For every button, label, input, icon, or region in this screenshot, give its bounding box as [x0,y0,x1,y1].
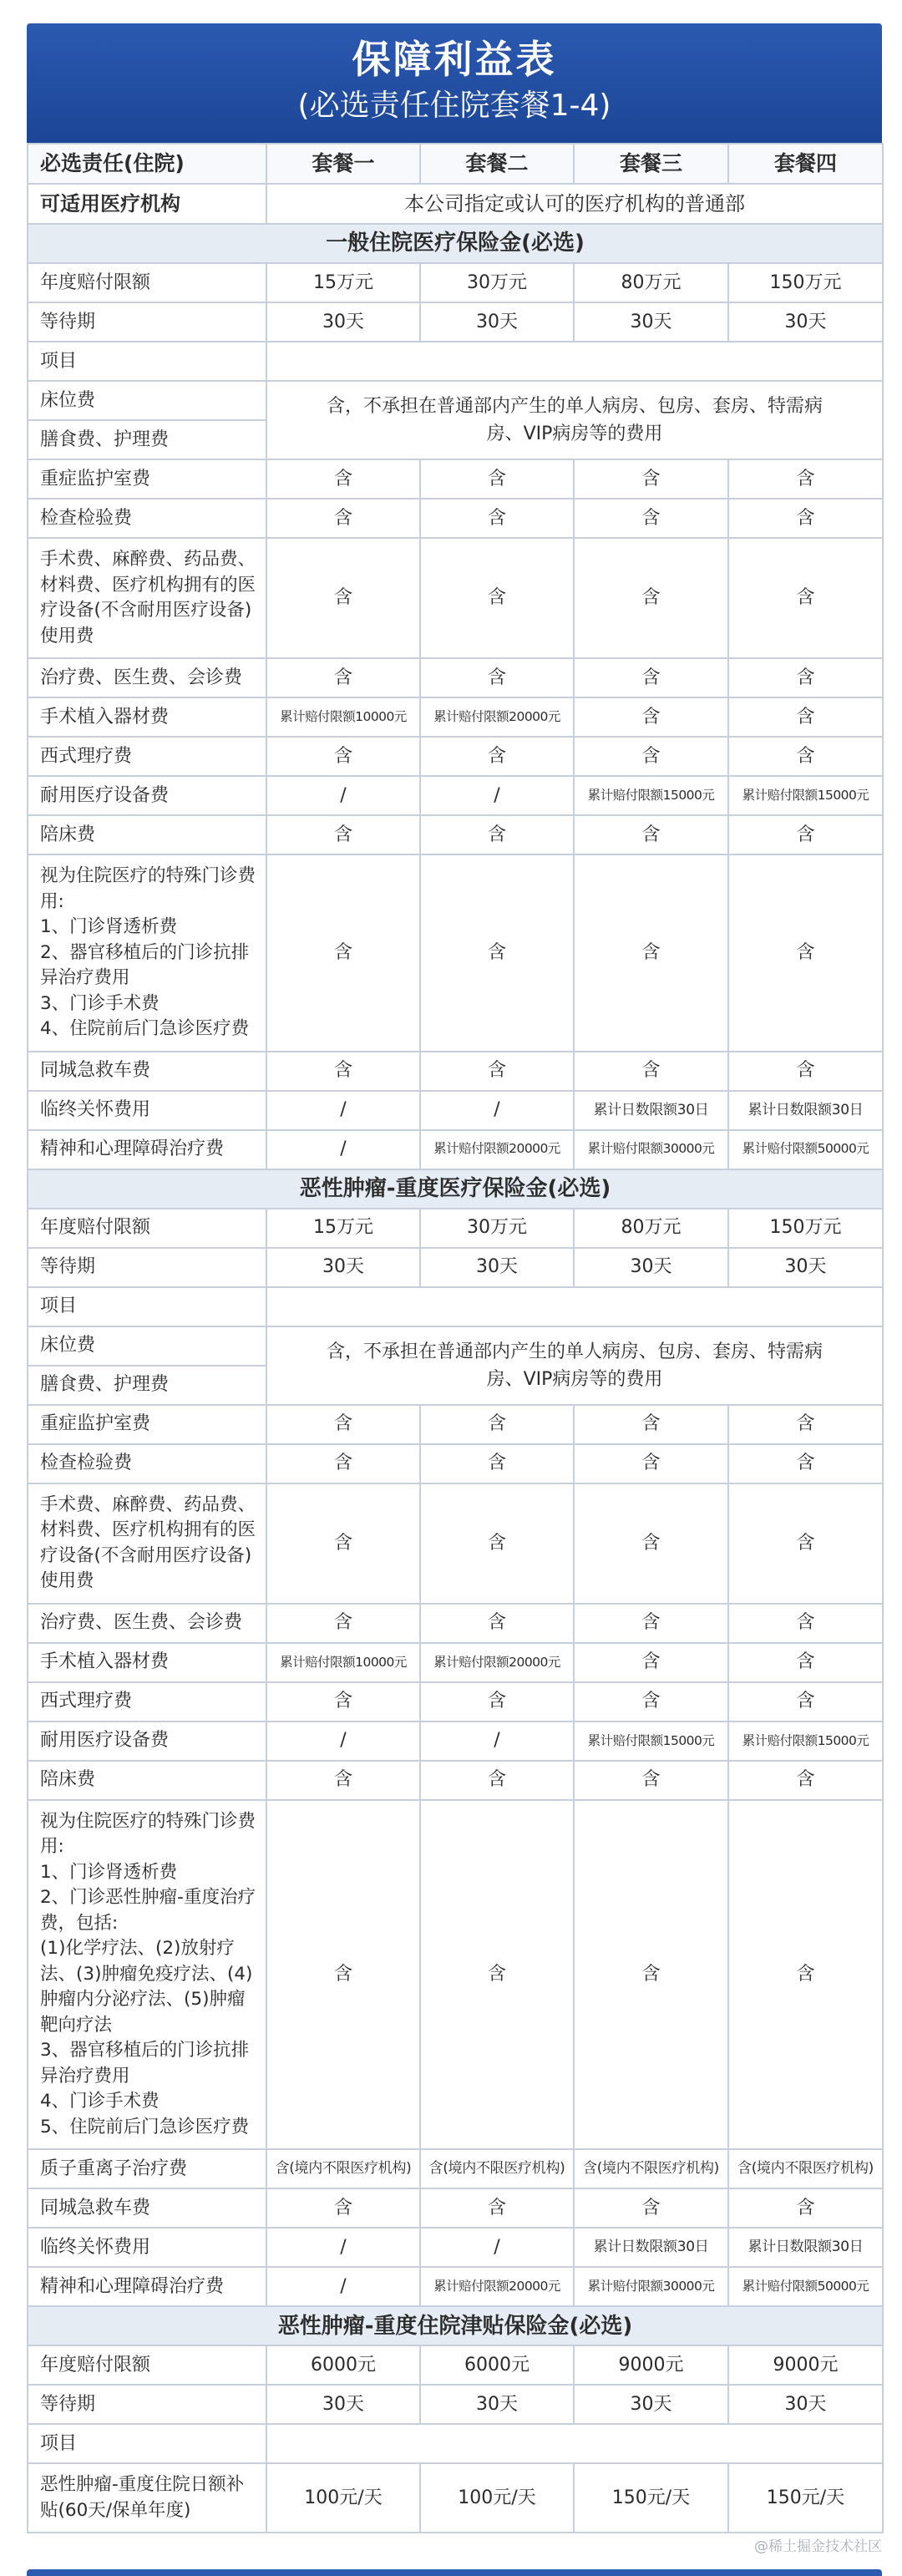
plan4-value: 累计日数限额30日 [728,2228,883,2267]
benefit-row [28,2188,883,2228]
plan2-value: 含 [420,737,574,776]
row-label: 耐用医疗设备费 [28,1722,266,1761]
benefit-row [28,2463,883,2533]
bed-row [28,381,883,420]
plan1-value: 含 [266,815,420,854]
plan4-value: 30天 [728,1248,883,1287]
benefit-row [28,1091,883,1130]
plan1-value: 含 [266,658,420,697]
benefit-row [28,2267,883,2306]
plan3-value: 含 [574,2188,728,2228]
benefit-row [28,1682,883,1722]
plan3-value: 含 [574,1405,728,1444]
plan3-value: 含 [574,815,728,854]
plan3-value: 累计赔付限额15000元 [574,1722,728,1761]
plan2-value: 30万元 [420,263,574,302]
plan1-value: / [266,1722,420,1761]
plan4-value: 30天 [728,302,883,342]
plan4-value: 含 [728,538,883,658]
plan3-value: 80万元 [574,1209,728,1248]
benefit-row [28,2149,883,2188]
plan4-value: 含 [728,854,883,1052]
plan3-value: 含 [574,538,728,658]
row-label: 西式理疗费 [28,1682,266,1722]
row-label: 检查检验费 [28,1444,266,1483]
row-label: 手术植入器材费 [28,1643,266,1682]
row-label: 质子重离子治疗费 [28,2149,266,2188]
plan4-value: 含 [728,459,883,499]
plan3-value: 累计赔付限额30000元 [574,1130,728,1169]
watermark: @稀土掘金技术社区 [754,2538,882,2555]
plan2-value: 含 [420,1444,574,1483]
column-header-plan1: 套餐一 [266,144,420,184]
plan3-value: 累计赔付限额15000元 [574,776,728,815]
benefit-row [28,1052,883,1091]
plan3-value: 含(境内不限医疗机构) [574,2149,728,2188]
plan2-value: 30天 [420,2385,574,2424]
item-header-row [28,2424,883,2463]
row-label: 临终关怀费用 [28,2228,266,2267]
row-label: 年度赔付限额 [28,263,266,302]
section-title: 恶性肿瘤-重度住院津贴保险金(必选) [28,2306,883,2345]
row-label: 恶性肿瘤-重度住院日额补贴(60天/保单年度) [28,2463,266,2533]
column-header-responsibility: 必选责任(住院) [28,144,266,184]
plan4-value: 含 [728,815,883,854]
section-title: 一般住院医疗保险金(必选) [28,224,883,263]
benefit-row [28,1209,883,1248]
plan1-value: 累计赔付限额10000元 [266,1643,420,1682]
item-label: 项目 [28,342,266,381]
row-label: 检查检验费 [28,499,266,538]
plan4-value: 含 [728,658,883,697]
row-label: 手术植入器材费 [28,697,266,737]
plan2-value: 含 [420,459,574,499]
institution-label: 可适用医疗机构 [28,184,266,224]
plan4-value: 累计日数限额30日 [728,1091,883,1130]
row-label: 同城急救车费 [28,1052,266,1091]
plan1-value: 含 [266,1052,420,1091]
plan3-value: 累计日数限额30日 [574,2228,728,2267]
plan1-value: 含 [266,1761,420,1800]
plan3-value: 含 [574,499,728,538]
item-label: 项目 [28,1287,266,1326]
plan3-value: 9000元 [574,2345,728,2385]
plan2-value: 30天 [420,1248,574,1287]
plan3-value: 含 [574,1800,728,2150]
plan3-value: 含 [574,1643,728,1682]
plan1-value: 含 [266,459,420,499]
plan4-value: 含 [728,1682,883,1722]
plan1-value: 累计赔付限额10000元 [266,697,420,737]
benefit-row [28,854,883,1052]
plan1-value: 15万元 [266,263,420,302]
benefit-row [28,737,883,776]
plan1-value: 30天 [266,302,420,342]
plan3-value: 累计赔付限额30000元 [574,2267,728,2306]
plan1-value: 含 [266,1800,420,2150]
bed-note: 含，不承担在普通部内产生的单人病房、包房、套房、特需病房、VIP病房等的费用 [266,1326,883,1405]
benefit-row [28,1130,883,1169]
benefit-row [28,776,883,815]
benefit-row [28,2228,883,2267]
plan1-value: 含 [266,538,420,658]
plan3-value: 含 [574,1483,728,1604]
row-label: 耐用医疗设备费 [28,776,266,815]
plan3-value: 含 [574,1761,728,1800]
benefit-row [28,2345,883,2385]
plan2-value: 含 [420,538,574,658]
meal-label: 膳食费、护理费 [28,420,266,459]
row-label: 视为住院医疗的特殊门诊费用: 1、门诊肾透析费 2、器官移植后的门诊抗排异治疗费用 3、门诊手术费 4、住院前后门急诊医疗费 [28,854,266,1052]
plan3-value: 含 [574,697,728,737]
plan1-value: / [266,1091,420,1130]
section-header-row [28,224,883,263]
benefit-table-page [27,23,882,2533]
plan1-value: / [266,776,420,815]
plan2-value: 含(境内不限医疗机构) [420,2149,574,2188]
column-header-row [28,144,883,184]
benefit-row [28,1643,883,1682]
plan1-value: 含 [266,1682,420,1722]
benefit-row [28,263,883,302]
plan2-value: 含 [420,1761,574,1800]
plan1-value: 30天 [266,1248,420,1287]
plan2-value: / [420,1091,574,1130]
plan1-value: 含 [266,1483,420,1604]
plan2-value: 含 [420,854,574,1052]
plan4-value: 9000元 [728,2345,883,2385]
plan2-value: / [420,2228,574,2267]
row-label: 年度赔付限额 [28,1209,266,1248]
row-label: 陪床费 [28,815,266,854]
plan2-value: 累计赔付限额20000元 [420,1643,574,1682]
plan2-value: 含 [420,1682,574,1722]
benefit-row [28,815,883,854]
row-label: 年度赔付限额 [28,2345,266,2385]
row-label: 陪床费 [28,1761,266,1800]
plan4-value: 含 [728,1444,883,1483]
bed-label: 床位费 [28,381,266,420]
plan4-value: 含 [728,499,883,538]
row-label: 临终关怀费用 [28,1091,266,1130]
plan2-value: 含 [420,1800,574,2150]
plan2-value: 含 [420,1052,574,1091]
plan2-value: 含 [420,1604,574,1643]
plan3-value: 含 [574,1604,728,1643]
plan1-value: / [266,2228,420,2267]
benefit-row [28,538,883,658]
bottom-bar [27,2569,882,2576]
bed-label: 床位费 [28,1326,266,1366]
table-header [27,23,882,143]
plan4-value: 含 [728,697,883,737]
benefit-table [27,143,884,2533]
plan1-value: 含 [266,499,420,538]
benefit-row [28,1444,883,1483]
plan3-value: 80万元 [574,263,728,302]
benefit-row [28,2385,883,2424]
row-label: 等待期 [28,2385,266,2424]
plan2-value: 含 [420,1483,574,1604]
plan1-value: 6000元 [266,2345,420,2385]
plan1-value: 15万元 [266,1209,420,1248]
plan1-value: 含 [266,737,420,776]
benefit-row [28,1722,883,1761]
row-label: 同城急救车费 [28,2188,266,2228]
benefit-row [28,1800,883,2150]
plan2-value: 含 [420,815,574,854]
section-title: 恶性肿瘤-重度医疗保险金(必选) [28,1169,883,1209]
row-label: 等待期 [28,1248,266,1287]
plan3-value: 含 [574,737,728,776]
plan3-value: 30天 [574,1248,728,1287]
benefit-row [28,1248,883,1287]
plan1-value: / [266,2267,420,2306]
plan2-value: 含 [420,658,574,697]
row-label: 重症监护室费 [28,459,266,499]
plan4-value: 含 [728,2188,883,2228]
benefit-row [28,1405,883,1444]
plan2-value: / [420,1722,574,1761]
plan2-value: 100元/天 [420,2463,574,2533]
plan4-value: 含 [728,1800,883,2150]
row-label: 手术费、麻醉费、药品费、材料费、医疗机构拥有的医疗设备(不含耐用医疗设备)使用费 [28,538,266,658]
plan2-value: 6000元 [420,2345,574,2385]
plan3-value: 30天 [574,302,728,342]
plan4-value: 累计赔付限额50000元 [728,2267,883,2306]
plan4-value: 含 [728,1643,883,1682]
bed-note: 含，不承担在普通部内产生的单人病房、包房、套房、特需病房、VIP病房等的费用 [266,381,883,459]
plan3-value: 30天 [574,2385,728,2424]
plan4-value: 150万元 [728,1209,883,1248]
item-blank [266,2424,883,2463]
benefit-row [28,1604,883,1643]
plan1-value: / [266,1130,420,1169]
plan1-value: 含 [266,1444,420,1483]
plan1-value: 含 [266,1604,420,1643]
plan4-value: 含 [728,1052,883,1091]
plan2-value: 含 [420,499,574,538]
item-label: 项目 [28,2424,266,2463]
section-header-row [28,2306,883,2345]
benefit-row [28,658,883,697]
table-title: 保障利益表 [352,37,557,82]
item-blank [266,342,883,381]
benefit-row [28,302,883,342]
row-label: 等待期 [28,302,266,342]
plan1-value: 含 [266,854,420,1052]
plan2-value: 累计赔付限额20000元 [420,2267,574,2306]
row-label: 手术费、麻醉费、药品费、材料费、医疗机构拥有的医疗设备(不含耐用医疗设备)使用费 [28,1483,266,1604]
plan2-value: 累计赔付限额20000元 [420,697,574,737]
column-header-plan2: 套餐二 [420,144,574,184]
institution-row [28,184,883,224]
plan3-value: 150元/天 [574,2463,728,2533]
plan1-value: 含 [266,1405,420,1444]
plan1-value: 含(境内不限医疗机构) [266,2149,420,2188]
row-label: 重症监护室费 [28,1405,266,1444]
row-label: 视为住院医疗的特殊门诊费用: 1、门诊肾透析费 2、门诊恶性肿瘤-重度治疗费，包括: (1)化学疗法、(2)放射疗法、(3)肿瘤免疫疗法、(4)肿瘤内分泌疗法、(5)肿瘤靶向疗法 3、器官移植后的门诊抗排异治疗费用 4、门诊手术费 5、住院前后门急诊医疗费 [28,1800,266,2150]
plan2-value: 30天 [420,302,574,342]
row-label: 治疗费、医生费、会诊费 [28,658,266,697]
item-header-row [28,342,883,381]
section-header-row [28,1169,883,1209]
plan4-value: 含 [728,1604,883,1643]
benefit-row [28,1761,883,1800]
plan3-value: 含 [574,658,728,697]
plan4-value: 累计赔付限额15000元 [728,1722,883,1761]
plan3-value: 含 [574,1052,728,1091]
institution-value: 本公司指定或认可的医疗机构的普通部 [266,184,883,224]
benefit-row [28,697,883,737]
item-blank [266,1287,883,1326]
plan3-value: 累计日数限额30日 [574,1091,728,1130]
meal-label: 膳食费、护理费 [28,1366,266,1405]
plan2-value: 含 [420,1405,574,1444]
row-label: 治疗费、医生费、会诊费 [28,1604,266,1643]
plan2-value: / [420,776,574,815]
plan4-value: 150万元 [728,263,883,302]
plan4-value: 含(境内不限医疗机构) [728,2149,883,2188]
plan2-value: 累计赔付限额20000元 [420,1130,574,1169]
plan1-value: 30天 [266,2385,420,2424]
plan4-value: 含 [728,1405,883,1444]
table-subtitle: (必选责任住院套餐1-4) [297,89,611,123]
plan4-value: 累计赔付限额15000元 [728,776,883,815]
plan3-value: 含 [574,459,728,499]
plan1-value: 含 [266,2188,420,2228]
row-label: 精神和心理障碍治疗费 [28,2267,266,2306]
bed-row [28,1326,883,1366]
benefit-row [28,1483,883,1604]
plan4-value: 150元/天 [728,2463,883,2533]
plan4-value: 含 [728,1761,883,1800]
plan4-value: 30天 [728,2385,883,2424]
plan3-value: 含 [574,854,728,1052]
benefit-row [28,499,883,538]
column-header-plan3: 套餐三 [574,144,728,184]
plan4-value: 含 [728,737,883,776]
row-label: 西式理疗费 [28,737,266,776]
row-label: 精神和心理障碍治疗费 [28,1130,266,1169]
plan3-value: 含 [574,1444,728,1483]
column-header-plan4: 套餐四 [728,144,883,184]
plan3-value: 含 [574,1682,728,1722]
plan2-value: 30万元 [420,1209,574,1248]
plan2-value: 含 [420,2188,574,2228]
plan4-value: 含 [728,1483,883,1604]
plan1-value: 100元/天 [266,2463,420,2533]
benefit-row [28,459,883,499]
item-header-row [28,1287,883,1326]
plan4-value: 累计赔付限额50000元 [728,1130,883,1169]
